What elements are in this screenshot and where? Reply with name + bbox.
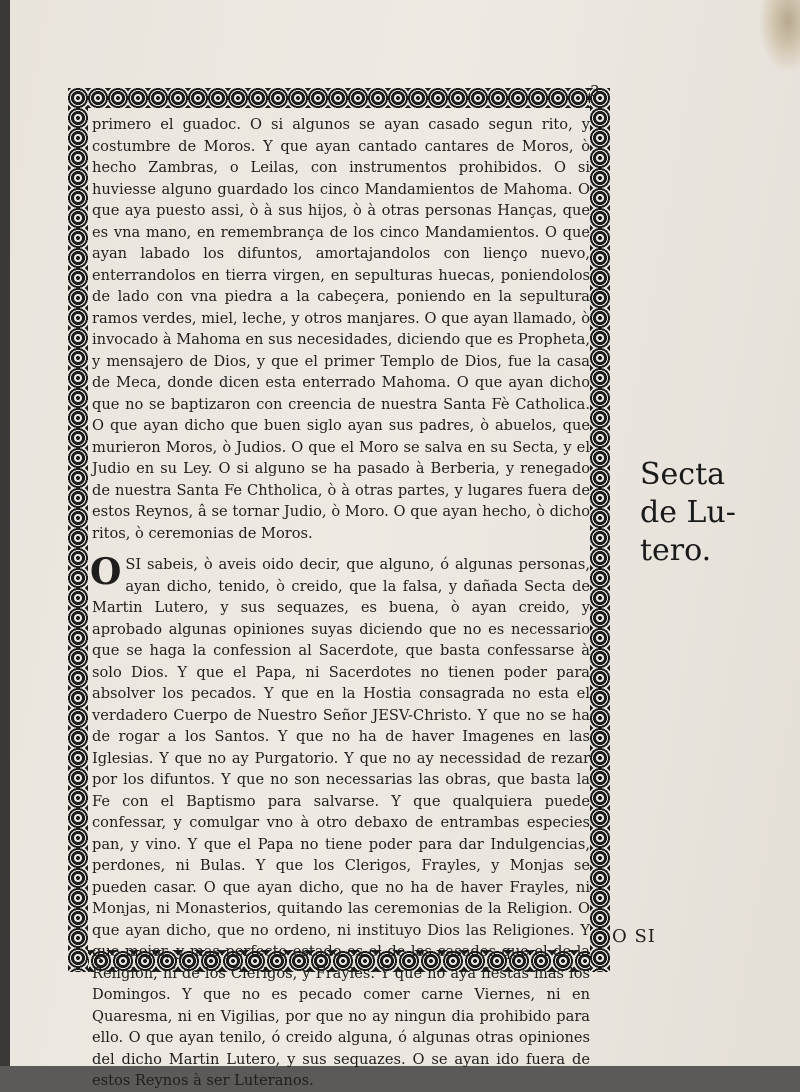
drop-cap-initial: O (90, 551, 122, 593)
border-left (68, 88, 88, 972)
paragraph-luther (90, 551, 590, 1092)
border-top (68, 88, 606, 108)
marginal-line-1: Secta (640, 457, 726, 492)
border-right (590, 88, 610, 972)
paper-stain (760, 0, 800, 70)
marginal-line-2: de Lu- (640, 495, 736, 530)
paragraph-moors: primero el guadoc. O si algunos se ayan casado segun rito, y costumbre de Moros. Y que ayan cantado cantares de Moros, ò hecho Zambras, o Leilas, con instrumentos prohibidos. O si huviesse alguno guardado los cinco Mandamientos de Mahoma. O que aya puesto assi, ò à sus hijos, ò à otras personas Hanças, que es vna mano, en remembrança de los cinco Mandamientos. O que ayan labado los difuntos, amortajandolos con lienço nuevo, enterrandolos en tierra virgen, en sepulturas huecas, poniendolos de lado con vna piedra a la cabeçera, poniendo en la sepultura ramos verdes, miel, leche, y otros manjares. O que ayan llamado, ò invocado à Mahoma en sus necesidades, diciendo que es Propheta, y mensajero de Dios, y que el primer Templo de Dios, fue la casa de Meca, donde dicen esta enterrado Mahoma. O que ayan dicho que no se baptizaron con creencia de nuestra Santa Fè Catholica. O que ayan dicho que buen siglo ayan sus padres, ò abuelos, que murieron Moros, ò Judios. O que el Moro se salva en su Secta, y el Judio en su Ley. O si alguno se ha pasado à Berberia, y renegado de nuestra Santa Fe Chtholica, ò à otras partes, y lugares fuera de estos Reynos, â se tornar Judio, ò Moro. O que ayan hecho, ò dicho ritos, ò ceremonias de Moros. (92, 116, 590, 542)
body-text (92, 114, 590, 1092)
marginal-line-3: tero. (640, 533, 712, 568)
catchword: O SI (612, 926, 656, 947)
page-number: 3 (590, 82, 600, 100)
paragraph-luther-text: SI sabeis, ò aveis oido decir, que alguno, ó algunas personas, ayan dicho, tenido, ò creido, que la falsa, y dañada Secta de Martin Lutero, y sus sequazes, es buena, ò ayan creido, y aprobado algunas opiniones suyas diciendo que no es necessario que se haga la confession al Sacerdote, que basta confessarse à solo Dios. Y que el Papa, ni Sacerdotes no tienen poder para absolver los pecados. Y que en la Hostia consagrada no esta el verdadero Cuerpo de Nuestro Señor JESV-Christo. Y que no se ha de rogar a los Santos. Y que no ha de haver Imagenes en las Iglesias. Y que no ay Purgatorio. Y que no ay necessidad de rezar por los difuntos. Y que no son necessarias las obras, que basta la Fe con el Baptismo para salvarse. Y que qualquiera puede confessar, y comulgar vno à otro debaxo de entrambas especies pan, y vino. Y que el Papa no tiene poder para dar Indulgencias, perdones, ni Bulas. Y que los Clerigos, Frayles, y Monjas se pueden casar. O que ayan dicho, que no ha de haver Frayles, ni Monjas, ni Monasterios, quitando las ceremonias de la Religion. O que ayan dicho, que no ordeno, ni instituyo Dios las Religiones. Y que mejor, y mas perfecto estado es el de los casados que el de la Religion, ni de los Clerigos, y Frayles. Y que no aya fiestas mas los Domingos. Y que no es pecado comer carne Viernes, ni en Quaresma, ni en Vigilias, por que no ay ningun dia prohibido para ello. O que ayan tenilo, ó creido alguna, ó algunas otras opiniones del dicho Martin Lutero, y sus sequazes. O se ayan ido fuera de estos Reynos à ser Luteranos. (92, 556, 590, 1089)
book-binding (0, 0, 10, 1066)
marginal-note (640, 456, 736, 570)
